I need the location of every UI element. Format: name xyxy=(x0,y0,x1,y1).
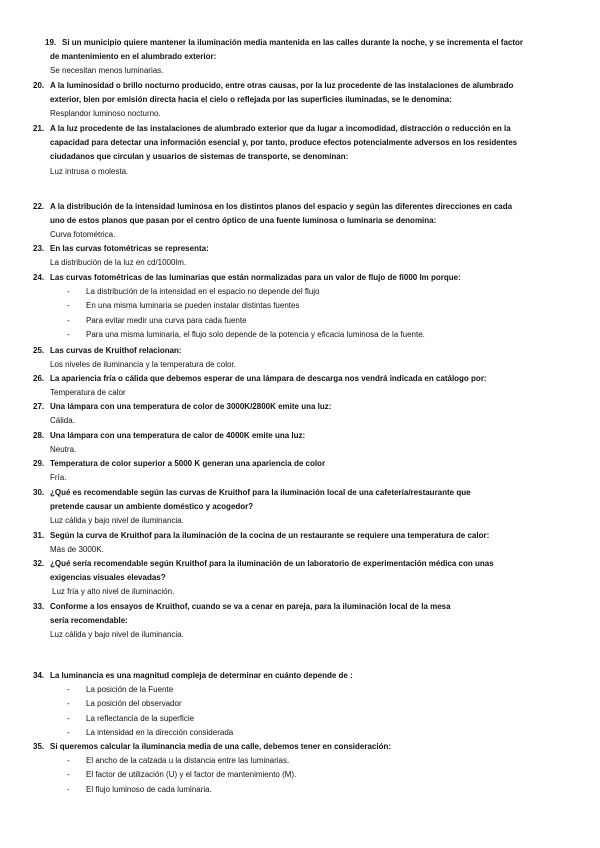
question-number: 33. xyxy=(33,602,45,611)
question-number: 27. xyxy=(33,402,45,411)
question-text: Una lámpara con una temperatura de color de 3000K/2800K emite una luz: xyxy=(50,402,332,411)
question-text: pretende causar un ambiente doméstico y acogedor? xyxy=(50,502,254,511)
question-number: 20. xyxy=(33,81,45,90)
bullet-item: Para una misma luminaria, el flujo solo depende de la potencia y eficacia luminosa de la fuente. xyxy=(86,330,425,339)
question-text: La luminancia es una magnitud compleja de determinar en cuánto depende de : xyxy=(50,671,353,680)
question-text: En las curvas fotométricas se representa: xyxy=(50,244,209,253)
question-text: Si un municipio quiere mantener la iluminación media mantenida en las calles durante la noche, y se incrementa el factor xyxy=(62,38,524,47)
answer-text: Luz intrusa o molesta. xyxy=(50,167,129,176)
bullet-dash: - xyxy=(67,714,70,723)
question-number: 32. xyxy=(33,559,45,568)
question-number: 23. xyxy=(33,244,45,253)
bullet-dash: - xyxy=(67,287,70,296)
question-number: 34. xyxy=(33,671,45,680)
bullet-item: La reflectancia de la superficie xyxy=(86,714,195,723)
question-text: Si queremos calcular la iluminancia media de una calle, debemos tener en consideración: xyxy=(50,742,392,751)
bullet-item: La distribución de la intensidad en el espacio no depende del flujo xyxy=(86,287,320,296)
question-text: uno de estos planos que pasan por el centro óptico de una fuente luminosa o luminaria se denomina: xyxy=(50,216,437,225)
question-text: Temperatura de color superior a 5000 K generan una apariencia de color xyxy=(50,459,326,468)
question-number: 31. xyxy=(33,531,45,540)
question-number: 25. xyxy=(33,346,45,355)
bullet-dash: - xyxy=(67,316,70,325)
bullet-item: El flujo luminoso de cada luminaria. xyxy=(86,785,212,794)
question-number: 19. xyxy=(45,38,57,47)
question-text: La apariencia fría o cálida que debemos esperar de una lámpara de descarga nos vendrá indicada en catálogo por: xyxy=(50,374,487,383)
bullet-dash: - xyxy=(67,301,70,310)
answer-text: Curva fotométrica. xyxy=(50,230,116,239)
question-text: Las curvas de Kruithof relacionan: xyxy=(50,346,182,355)
answer-text: Fría. xyxy=(50,473,67,482)
bullet-dash: - xyxy=(67,699,70,708)
bullet-item: La intensidad en la dirección considerada xyxy=(86,728,234,737)
question-number: 30. xyxy=(33,488,45,497)
question-text: ciudadanos que circulan y usuarios de sistemas de transporte, se denominan: xyxy=(50,152,349,161)
question-number: 29. xyxy=(33,459,45,468)
answer-text: Resplandor luminoso nocturno. xyxy=(50,109,161,118)
question-text: de mantenimiento en el alumbrado exterior: xyxy=(50,52,217,61)
answer-text: Luz cálida y bajo nivel de iluminancia. xyxy=(50,630,184,639)
question-text: A la luz procedente de las instalaciones de alumbrado exterior que da lugar a incomodidad, distracción o reducción en la xyxy=(50,124,511,133)
bullet-item: Para evitar medir una curva para cada fuente xyxy=(86,316,247,325)
bullet-item: En una misma luminaria se pueden instalar distintas fuentes xyxy=(86,301,300,310)
question-number: 26. xyxy=(33,374,45,383)
bullet-dash: - xyxy=(67,756,70,765)
question-text: Las curvas fotométricas de las luminarias que están normalizadas para un valor de flujo de fi000 lm porque: xyxy=(50,273,461,282)
bullet-item: El ancho de la calzada u la distancia entre las luminarias. xyxy=(86,756,290,765)
bullet-dash: - xyxy=(67,728,70,737)
bullet-dash: - xyxy=(67,330,70,339)
answer-text: Luz fría y alto nivel de iluminación. xyxy=(52,587,175,596)
bullet-item: El factor de utilización (U) y el factor de mantenimiento (M). xyxy=(86,770,297,779)
question-text: Conforme a los ensayos de Kruithof, cuando se va a cenar en pareja, para la iluminación local de la mesa xyxy=(50,602,451,611)
question-text: ¿Qué es recomendable según las curvas de Kruithof para la iluminación local de una cafetería/restaurante que xyxy=(50,488,471,497)
bullet-dash: - xyxy=(67,685,70,694)
question-text: ¿Qué sería recomendable según Kruithof para la iluminación de un laboratorio de experimentación médica con unas xyxy=(50,559,494,568)
answer-text: Luz cálida y bajo nivel de iluminancia. xyxy=(50,516,184,525)
answer-text: Se necesitan menos luminarias. xyxy=(50,66,164,75)
answer-text: Neutra. xyxy=(50,445,77,454)
answer-text: Los niveles de iluminancia y la temperatura de color. xyxy=(50,360,236,369)
bullet-dash: - xyxy=(67,785,70,794)
question-number: 28. xyxy=(33,431,45,440)
bullet-item: La posición del observador xyxy=(86,699,182,708)
question-number: 24. xyxy=(33,273,45,282)
question-text: sería recomendable: xyxy=(50,616,128,625)
answer-text: Cálida. xyxy=(50,416,75,425)
question-text: exigencias visuales elevadas? xyxy=(50,573,166,582)
question-text: exterior, bien por emisión directa hacia el cielo o reflejada por las superficies iluminadas, se le denomina: xyxy=(50,95,452,104)
question-text: Según la curva de Kruithof para la iluminación de la cocina de un restaurante se requiere una temperatura de calor: xyxy=(50,531,490,540)
bullet-dash: - xyxy=(67,770,70,779)
question-number: 21. xyxy=(33,124,45,133)
question-text: Una lámpara con una temperatura de calor de 4000K emite una luz: xyxy=(50,431,306,440)
answer-text: La distribución de la luz en cd/1000lm. xyxy=(50,258,187,267)
answer-text: Temperatura de calor xyxy=(50,388,126,397)
question-number: 35. xyxy=(33,742,45,751)
question-text: A la distribución de la intensidad luminosa en los distintos planos del espacio y según las diferentes direcciones en cada xyxy=(50,202,513,211)
bullet-item: La posición de la Fuente xyxy=(86,685,174,694)
question-text: A la luminosidad o brillo nocturno producido, entre otras causas, por la luz procedente de las instalaciones de alumbrado xyxy=(50,81,514,90)
answer-text: Más de 3000K. xyxy=(50,545,104,554)
question-text: capacidad para detectar una información esencial y, por tanto, produce efectos potencialmente adversos en los residentes xyxy=(50,138,518,147)
question-number: 22. xyxy=(33,202,45,211)
